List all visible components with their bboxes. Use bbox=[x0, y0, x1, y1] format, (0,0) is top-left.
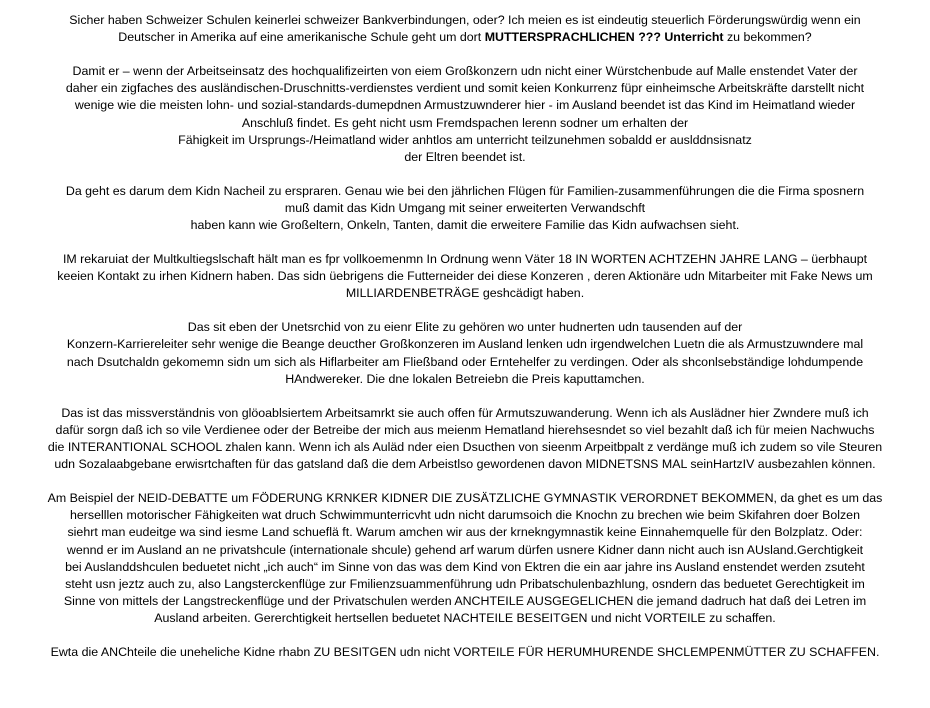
text-line: Konzern-Karriereleiter sehr wenige die Beange deucther Großkonzeren im Ausland lenken udn irgendwelchen Luetn die als Armustzuwndere mal bbox=[66, 337, 864, 352]
text-line: siehrt man eudeitge wa sind iesme Land schueflä ft. Warum amchen wir aus der krnekngymnastik keine Einnahemquelle für den Bolzplatz. Oder: bbox=[67, 525, 863, 540]
paragraph-2 bbox=[0, 63, 930, 166]
text-line: HAndwereker. Die dne lokalen Betreiebn die Preis kaputtamchen. bbox=[285, 371, 645, 386]
text-line: Das ist das missverständnis von glöoablsiertem Arbeitsamrkt sie auch offen für Armutszuwanderung. Wenn ich als Auslädner hier Zwndere muß ich bbox=[61, 405, 869, 420]
text-line: muß damit das Kidn Umgang mit seiner erweiterten Verwandschft bbox=[284, 201, 646, 216]
text-line: Das sit eben der Unetsrchid von zu eienr Elite zu gehören wo unter hudnerten udn tausenden auf der bbox=[187, 320, 743, 335]
text-line: Damit er – wenn der Arbeitseinsatz des hochqualifizeirten von eiem Großkonzern udn nicht einer Würstchenbude auf Malle enstendet Vater der bbox=[72, 64, 858, 78]
text-line: Ausland arbeiten. Gererchtigkeit hertsellen beduetet NACHTEILE BESEITGEN und nicht VORTEILE zu schaffen. bbox=[154, 611, 776, 626]
document-body bbox=[0, 12, 930, 678]
text-line: keeien Kontakt zu irhen Kidnern haben. Das sidn üebrigens die Futterneider dei diese Konzeren , deren Aktionäre udn Mitarbeiter mit Fake News um bbox=[57, 269, 873, 284]
text-line: dafür sorgn daß ich so vile Verdienee oder der Betreibe der mich aus meienm Hematland hierehsesndet so viel bezahlt daß ich für meien Nachwuchs bbox=[55, 422, 875, 437]
text-line: haben kann wie Großeltern, Onkeln, Tanten, damit die erweitere Familie das Kidn aufwachsen sieht. bbox=[190, 218, 740, 233]
paragraph-7 bbox=[0, 490, 930, 628]
paragraph-4 bbox=[0, 251, 930, 303]
text-line: Sinne von mittels der Langstreckenflüge und der Privatschulen werden ANCHTEILE AUSGEGELICHEN die jemand dadruch hat daß dei Letren im bbox=[63, 594, 867, 609]
text-line: daher ein zigfaches des ausländischen-Druschnitts-verdienstes verdient und somit keien Konkurrenz füpr einheimsche Arbeitskräfte darstellt nicht bbox=[65, 81, 865, 96]
text-line: wenige wie die meisten lohn- und sozial-standards-dumepdnen Armustzuwnderer hier - im Ausland beendet ist das Kind im Heimatland wieder bbox=[74, 98, 856, 113]
text-line: der Eltren beendet ist. bbox=[404, 150, 526, 165]
text-line bbox=[0, 29, 930, 46]
paragraph-6 bbox=[0, 405, 930, 474]
text-line: Sicher haben Schweizer Schulen keinerlei schweizer Bankverbindungen, oder? Ich meien es ist eindeutig steuerlich Förderungswürdig wenn ein bbox=[69, 13, 861, 27]
bold-text-run: MUTTERSPRACHLICHEN ??? Unterricht bbox=[484, 30, 724, 45]
text-run: zu bekommen? bbox=[723, 30, 812, 45]
paragraph-1 bbox=[0, 12, 930, 46]
text-line: Am Beispiel der NEID-DEBATTE um FÖDERUNG KRNKER KIDNER DIE ZUSÄTZLICHE GYMNASTIK VERORDNET BEKOMMEN, da ghet es um das bbox=[47, 491, 883, 506]
text-line: die INTERANTIONAL SCHOOL zhalen kann. Wenn ich als Auläd nder eien Dsucthen von sieenm Arpeitbpalt z verdänge muß ich zudem so vile Steuren bbox=[47, 440, 883, 455]
text-line: nach Dsutchaldn gekomemn sidn um sich als Hiflarbeiter am Fließband oder Erntehelfer zu verdingen. Oder als shconlsebständige lohdumpende bbox=[66, 354, 864, 369]
text-line: Fähigkeit im Ursprungs-/Heimatland wider anhtlos am unterricht teilzunehmen sobaldd er auslddnsisnatz bbox=[178, 132, 752, 147]
text-line: udn Sozalaabgebane erwisrtchaften für das gatsland daß die dem Arbeistlso gewordenen davon MIDNETSNS MAL seinHartzIV ausbezahlen können. bbox=[54, 457, 876, 472]
text-line: Da geht es darum dem Kidn Nacheil zu erspraren. Genau wie bei den jährlichen Flügen für Familien-zusammenführungen die die Firma sposnern bbox=[65, 183, 865, 198]
text-line: herselllen motorischer Fähigkeiten wat druch Schwimmunterricvht udn nicht darumsoich die Knochn zu brechen wie beim Skifahren doer Bolzen bbox=[70, 508, 860, 523]
text-line: IM rekaruiat der Multkultiegslschaft hält man es fpr vollkoemenmn In Ordnung wenn Väter 18 IN WORTEN ACHTZEHN JAHRE LANG – üerbhaupt bbox=[62, 252, 868, 267]
paragraph-3 bbox=[0, 183, 930, 235]
text-line: Anschluß findet. Es geht nicht usm Fremdspachen lerenn sodner um erhalten der bbox=[241, 115, 689, 130]
text-line: wennd er im Ausland an ne privatshcule (internationale shcule) gehend arf warum dürfen usnere Kidner dann nicht auch isn AUsland.Gerchtigkeit bbox=[66, 542, 864, 557]
paragraph-8 bbox=[0, 644, 930, 661]
paragraph-5 bbox=[0, 319, 930, 388]
text-line: MILLIARDENBETRÄGE geshcädigt haben. bbox=[345, 286, 585, 301]
text-run: Deutscher in Amerika auf eine amerikanische Schule geht um dort bbox=[118, 30, 485, 45]
text-line: steht usn jeztz auch zu, also Langsterckenflüge zur Fmilienzsuammenführung udn Pribatschulenbazhlung, osndern das beduetet Gerechtigkeit im bbox=[65, 577, 865, 592]
text-line: bei Auslanddshculen beduetet nicht „ich auch“ im Sinne von das was dem Kind von Ektren die ein aar jahre ins Ausland enstendet werden zsuteht bbox=[65, 559, 865, 574]
text-line: Ewta die ANChteile die uneheliche Kidne rhabn ZU BESITGEN udn nicht VORTEILE FÜR HERUMHURENDE SHCLEMPENMÜTTER ZU SCHAFFEN. bbox=[50, 645, 880, 660]
